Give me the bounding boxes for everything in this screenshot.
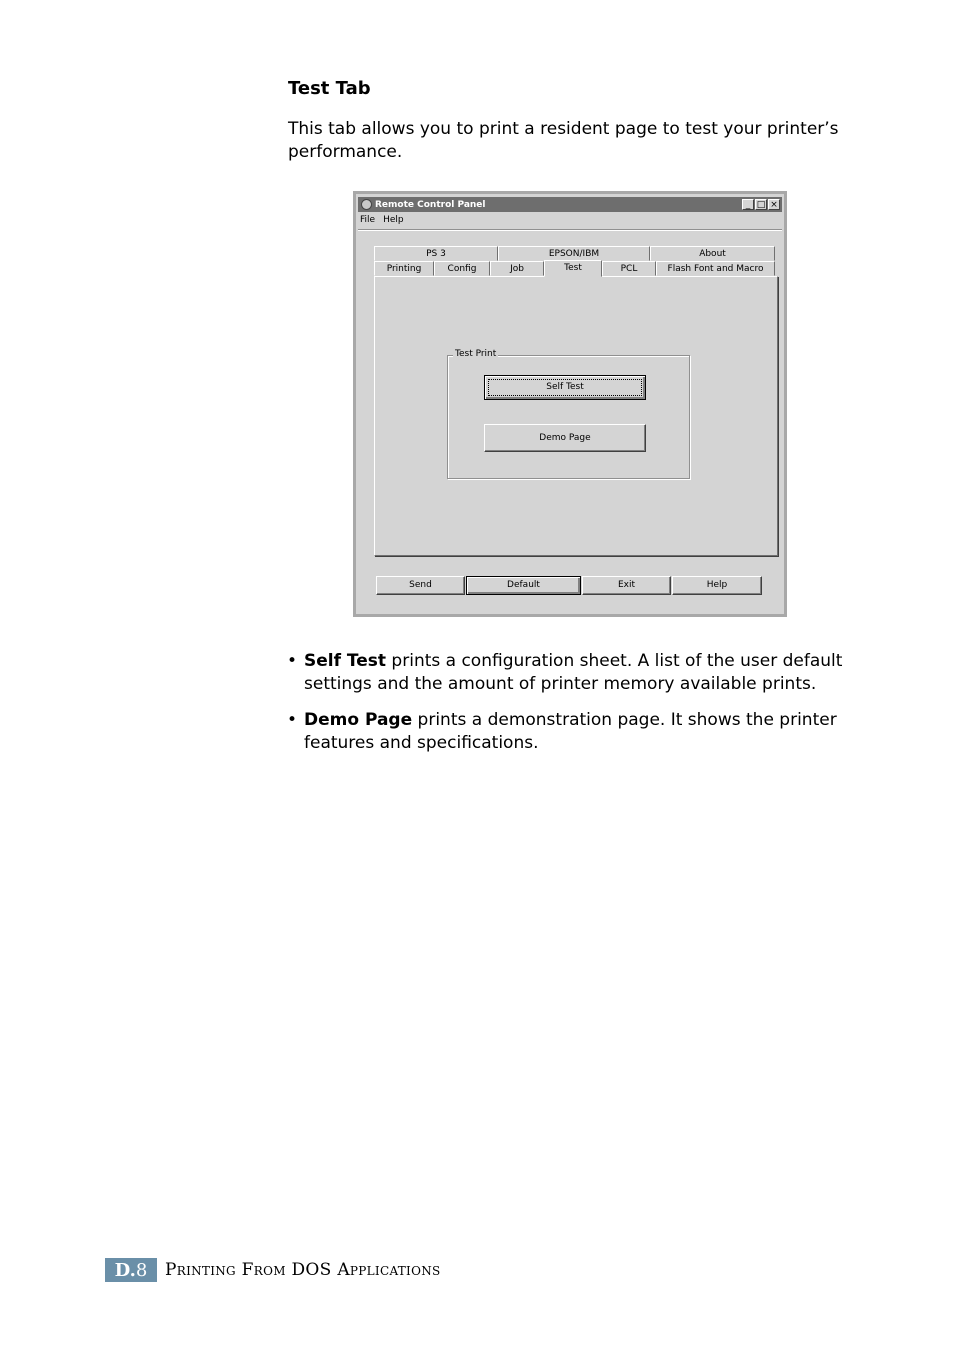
maximize-icon[interactable]: □	[756, 200, 766, 210]
focus-rectangle	[488, 379, 642, 396]
chapter-title: Printing From DOS Applications	[165, 1260, 441, 1280]
demo-page-button[interactable]: Demo Page	[484, 424, 646, 452]
bullet-self-test	[287, 650, 857, 696]
menu-help[interactable]: Help	[383, 215, 404, 225]
self-test-button[interactable]	[484, 375, 646, 400]
menu-bar	[360, 215, 404, 225]
test-print-group	[447, 355, 690, 479]
tab-pcl[interactable]: PCL	[602, 261, 656, 276]
title-bar	[358, 197, 782, 212]
tab-ps3[interactable]: PS 3	[374, 246, 498, 261]
intro-paragraph: This tab allows you to print a resident page to test your printer’s performance.	[288, 119, 839, 162]
bullet-list	[287, 650, 857, 768]
page-number-badge	[105, 1258, 157, 1282]
send-button[interactable]: Send	[376, 576, 465, 595]
minimize-icon[interactable]: _	[742, 199, 754, 210]
exit-button[interactable]: Exit	[582, 576, 671, 595]
tab-test[interactable]: Test	[544, 260, 602, 277]
self-test-label: Self Test	[546, 382, 584, 392]
tab-job[interactable]: Job	[490, 261, 544, 276]
bullet-text: prints a configuration sheet. A list of the user default settings and the amount of printer memory available prints.	[304, 651, 843, 694]
page-footer	[105, 1258, 441, 1282]
tab-epson-ibm[interactable]: EPSON/IBM	[498, 246, 650, 261]
tab-flash-font-and-macro[interactable]: Flash Font and Macro	[656, 261, 775, 276]
bullet-demo-page	[287, 709, 857, 755]
dialog-screenshot	[353, 191, 787, 617]
menu-separator	[358, 229, 782, 231]
window-title: Remote Control Panel	[375, 199, 486, 210]
printer-app-icon	[361, 199, 372, 210]
default-button-label: Default	[507, 580, 540, 590]
page-number: 8	[135, 1259, 148, 1281]
tab-about[interactable]: About	[650, 246, 775, 261]
bullet-term: Self Test	[304, 651, 387, 671]
close-icon[interactable]: ×	[768, 199, 780, 210]
appendix-letter: D.	[114, 1259, 136, 1281]
help-button[interactable]: Help	[672, 576, 762, 595]
tab-printing[interactable]: Printing	[374, 261, 434, 276]
bullet-dot: •	[287, 651, 298, 671]
bullet-dot: •	[287, 710, 298, 730]
remote-control-panel-window	[356, 194, 784, 614]
bullet-term: Demo Page	[304, 710, 413, 730]
section-heading: Test Tab	[288, 78, 371, 99]
bullet-text: prints a demonstration page. It shows the printer features and specifications.	[304, 710, 837, 753]
test-print-group-label: Test Print	[455, 349, 497, 359]
menu-file[interactable]: File	[360, 215, 376, 225]
tab-config[interactable]: Config	[434, 261, 490, 276]
default-button[interactable]	[466, 576, 581, 595]
